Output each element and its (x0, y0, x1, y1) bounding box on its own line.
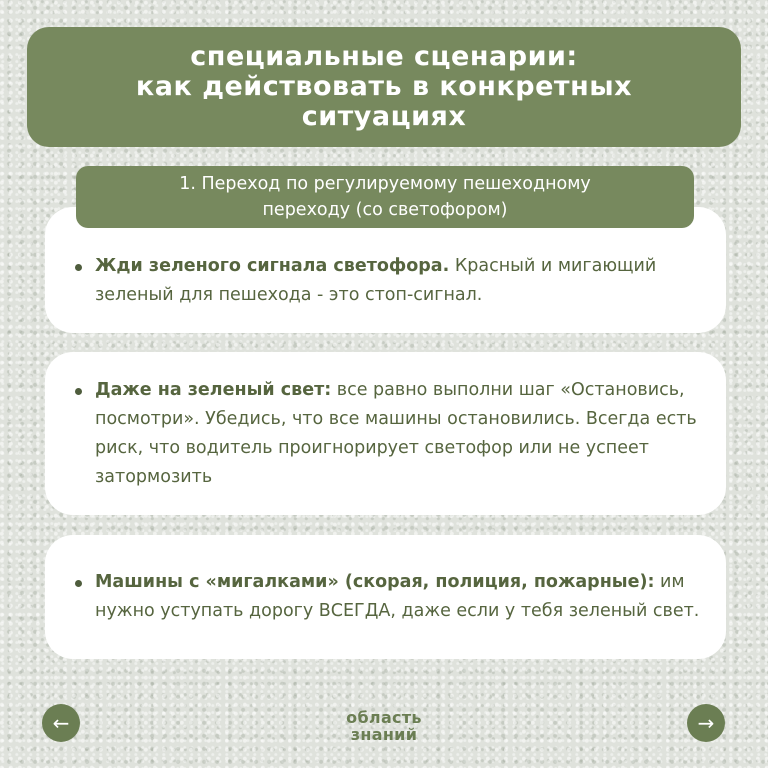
arrow-right-icon: → (697, 711, 715, 735)
tip-bold-lead: Даже на зеленый свет: (95, 379, 332, 400)
page-title-line-1: специальные сценарии: (190, 41, 578, 72)
bullet-dot-icon (75, 388, 82, 395)
section-title-line-2: переходу (со светофором) (262, 200, 508, 220)
tip-text (95, 252, 696, 310)
next-slide-button[interactable] (687, 704, 725, 742)
tip-bold-lead: Машины с «мигалками» (скорая, полиция, пожарные): (95, 572, 655, 592)
tip-bullet (75, 252, 696, 310)
section-header (76, 166, 694, 228)
logo-line-1: область (346, 708, 422, 727)
page-title-line-2: как действовать в конкретных (135, 71, 633, 102)
page-title-line-3: ситуациях (301, 101, 467, 132)
tip-bold-lead: Жди зеленого сигнала светофора. (95, 256, 450, 276)
header-banner (27, 27, 741, 147)
tip-bullet (45, 376, 726, 492)
bullet-dot-icon (75, 580, 82, 587)
tip-body: Красный и мигающий зеленый для пешехода - это стоп-сигнал. (95, 256, 657, 305)
tip-card-3 (45, 535, 726, 659)
tip-text (95, 376, 702, 492)
page-title (136, 42, 632, 132)
bullet-dot-icon (75, 264, 82, 271)
tip-body: все равно выполни шаг «Остановись, посмотри». Убедись, что все машины остановились. Всегда есть риск, что водитель проигнорирует светофор или не успеет затормозить (95, 379, 697, 487)
arrow-left-icon: ← (52, 711, 70, 735)
logo-line-2: знаний (350, 725, 418, 744)
prev-slide-button[interactable] (42, 704, 80, 742)
section-title-line-1: 1. Переход по регулируемому пешеходному (179, 174, 591, 194)
tip-card-2 (45, 352, 726, 515)
section-title (179, 171, 591, 223)
tip-body: им нужно уступать дорогу ВСЕГДА, даже если у тебя зеленый свет. (95, 572, 700, 621)
tip-bullet (45, 568, 726, 626)
tip-text (95, 568, 702, 626)
brand-logo (284, 709, 484, 743)
